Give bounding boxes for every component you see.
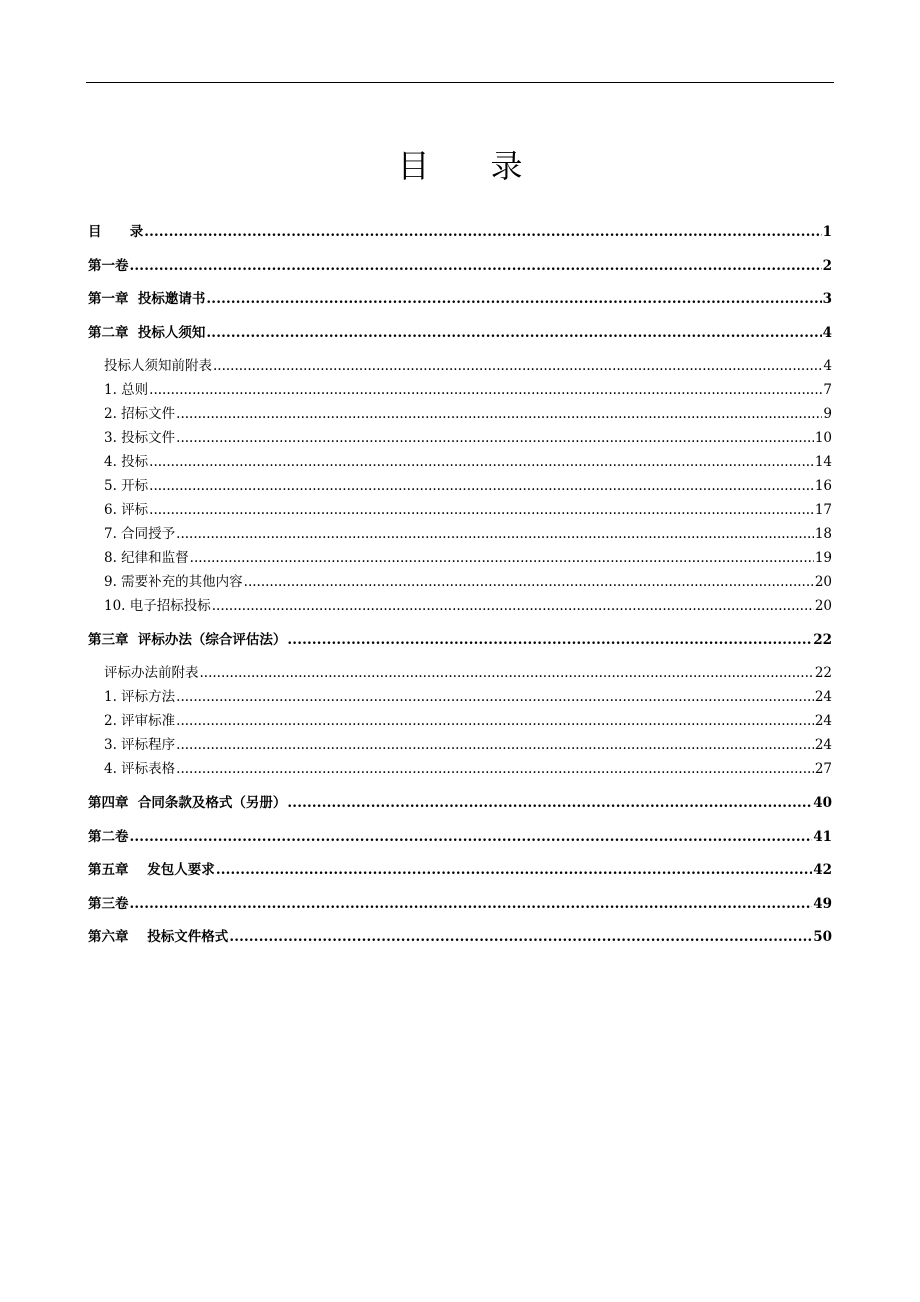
- toc-entry-page: 4: [823, 358, 832, 374]
- toc-entry-label: 10. 电子招标投标: [104, 598, 211, 614]
- toc-dot-leader: [229, 926, 812, 948]
- toc-dot-leader: [206, 322, 821, 344]
- toc-dot-leader: [130, 826, 813, 848]
- toc-entry-page: 50: [813, 929, 832, 945]
- toc-entry-label: 第一章 投标邀请书: [88, 291, 206, 307]
- toc-entry-page: 27: [814, 761, 832, 777]
- toc-entry[interactable]: [104, 686, 832, 708]
- toc-entry-page: 1: [822, 224, 832, 240]
- toc-dot-leader: [216, 859, 812, 881]
- toc-entry-page: 10: [814, 430, 832, 446]
- toc-entry[interactable]: [104, 758, 832, 780]
- toc-entry-page: 7: [823, 382, 832, 398]
- toc-entry-label: 3. 评标程序: [104, 737, 176, 753]
- toc-entry-label: 1. 总则: [104, 382, 149, 398]
- page-title: 目 录: [397, 147, 523, 185]
- toc-entry-page: 24: [814, 713, 832, 729]
- toc-entry-label: 4. 投标: [104, 454, 149, 470]
- toc-entry-page: 22: [814, 665, 832, 681]
- toc-entry[interactable]: [88, 221, 832, 243]
- toc-entry-label: 7. 合同授予: [104, 526, 176, 542]
- toc-entry-label: 3. 投标文件: [104, 430, 176, 446]
- header-rule: [86, 82, 834, 83]
- toc-entry-label: 第一卷: [88, 258, 129, 274]
- toc-dot-leader: [200, 662, 814, 684]
- toc-dot-leader: [287, 792, 812, 814]
- toc-entry-label: 目 录: [88, 224, 144, 240]
- toc-entry-label: 第六章 投标文件格式: [88, 929, 229, 945]
- toc-dot-leader: [130, 255, 822, 277]
- toc-entry[interactable]: [88, 792, 832, 814]
- toc-dot-leader: [176, 427, 814, 449]
- toc-dot-leader: [149, 499, 814, 521]
- toc-dot-leader: [176, 686, 814, 708]
- toc-entry-page: 16: [814, 478, 832, 494]
- toc-dot-leader: [190, 547, 814, 569]
- toc-entry[interactable]: [104, 475, 832, 497]
- toc-entry-label: 4. 评标表格: [104, 761, 176, 777]
- toc-entry[interactable]: [104, 355, 832, 377]
- toc-entry-page: 19: [814, 550, 832, 566]
- toc-dot-leader: [287, 629, 812, 651]
- toc-entry[interactable]: [88, 255, 832, 277]
- toc-entry-label: 2. 招标文件: [104, 406, 176, 422]
- toc-dot-leader: [176, 758, 814, 780]
- toc-entry-page: 41: [813, 829, 832, 845]
- toc-entry-label: 第三章 评标办法（综合评估法）: [88, 632, 287, 648]
- toc-entry[interactable]: [104, 379, 832, 401]
- toc-entry-label: 投标人须知前附表: [104, 358, 212, 374]
- toc-entry[interactable]: [104, 499, 832, 521]
- toc-entry-page: 14: [814, 454, 832, 470]
- toc-entry[interactable]: [88, 629, 832, 651]
- toc-entry[interactable]: [88, 926, 832, 948]
- toc-entry-page: 20: [814, 598, 832, 614]
- toc-entry[interactable]: [104, 523, 832, 545]
- toc-dot-leader: [144, 221, 821, 243]
- toc-entry-label: 第二卷: [88, 829, 129, 845]
- toc-entry[interactable]: [104, 710, 832, 732]
- toc-entry-label: 2. 评审标准: [104, 713, 176, 729]
- toc-entry[interactable]: [104, 403, 832, 425]
- toc-entry[interactable]: [88, 322, 832, 344]
- toc-dot-leader: [130, 893, 813, 915]
- toc-dot-leader: [244, 571, 814, 593]
- toc-entry[interactable]: [104, 451, 832, 473]
- toc-dot-leader: [176, 734, 814, 756]
- toc-entry-label: 第二章 投标人须知: [88, 325, 206, 341]
- toc-dot-leader: [149, 451, 814, 473]
- toc-entry[interactable]: [104, 427, 832, 449]
- toc-entry-label: 1. 评标方法: [104, 689, 176, 705]
- toc-entry-page: 2: [822, 258, 832, 274]
- toc-entry-page: 9: [823, 406, 832, 422]
- toc-entry-label: 第五章 发包人要求: [88, 862, 215, 878]
- toc-dot-leader: [213, 355, 822, 377]
- toc-entry-page: 22: [813, 632, 832, 648]
- toc-entry-label: 9. 需要补充的其他内容: [104, 574, 243, 590]
- toc-dot-leader: [149, 379, 822, 401]
- toc-entry-page: 24: [814, 737, 832, 753]
- toc-dot-leader: [212, 595, 814, 617]
- toc-entry[interactable]: [104, 662, 832, 684]
- toc-entry-page: 40: [813, 795, 832, 811]
- toc-entry-page: 3: [822, 291, 832, 307]
- toc-dot-leader: [149, 475, 814, 497]
- toc-dot-leader: [176, 523, 814, 545]
- toc-entry-label: 6. 评标: [104, 502, 149, 518]
- toc-entry[interactable]: [104, 734, 832, 756]
- toc-entry-page: 20: [814, 574, 832, 590]
- toc-entry-page: 49: [813, 896, 832, 912]
- toc-entry-label: 第三卷: [88, 896, 129, 912]
- toc-dot-leader: [176, 710, 814, 732]
- toc-entry-label: 第四章 合同条款及格式（另册）: [88, 795, 287, 811]
- toc-dot-leader: [206, 288, 821, 310]
- toc-entry[interactable]: [88, 288, 832, 310]
- toc-entry-label: 8. 纪律和监督: [104, 550, 189, 566]
- toc-entry-page: 24: [814, 689, 832, 705]
- toc-entry[interactable]: [104, 547, 832, 569]
- toc-entry[interactable]: [104, 571, 832, 593]
- toc-entry-page: 42: [813, 862, 832, 878]
- toc-entry-page: 18: [814, 526, 832, 542]
- toc-entry[interactable]: [88, 893, 832, 915]
- toc-entry[interactable]: [104, 595, 832, 617]
- toc-entry[interactable]: [88, 826, 832, 848]
- toc-entry-label: 5. 开标: [104, 478, 149, 494]
- toc-entry[interactable]: [88, 859, 832, 881]
- toc-dot-leader: [176, 403, 822, 425]
- toc-entry-page: 17: [814, 502, 832, 518]
- toc-entry-label: 评标办法前附表: [104, 665, 199, 681]
- toc-entry-page: 4: [822, 325, 832, 341]
